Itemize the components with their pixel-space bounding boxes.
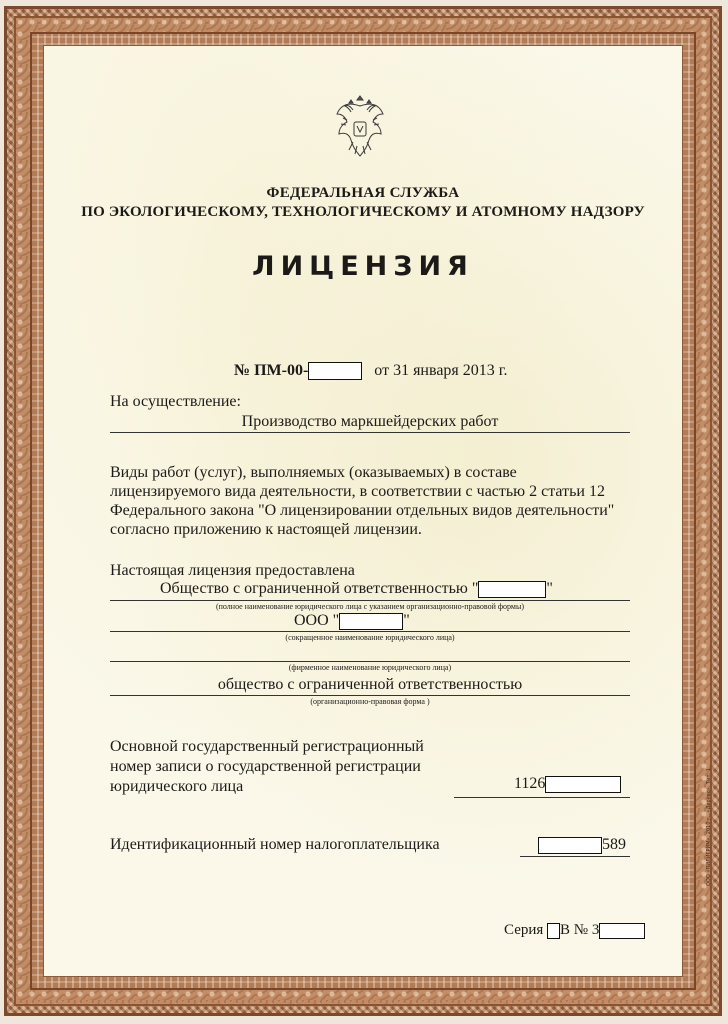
holder-full-name-suffix: " xyxy=(546,580,553,597)
holder-full-name-prefix: Общество с ограниченной ответственностью " xyxy=(160,580,479,597)
registration-underline xyxy=(454,797,630,798)
activity-underline xyxy=(110,432,630,433)
legal-form-caption: (организационно-правовая форма ) xyxy=(310,697,430,706)
brand-name-caption: (фирменное наименование юридического лица) xyxy=(288,663,452,672)
document-paper xyxy=(44,46,712,976)
redacted-form-number xyxy=(599,923,645,939)
series-middle: В xyxy=(560,922,571,938)
works-paragraph-line4: согласно приложению к настоящей лицензии. xyxy=(110,521,422,538)
series-number-label: № 3 xyxy=(573,922,600,938)
works-paragraph-line1: Виды работ (услуг), выполняемых (оказываемых) в составе xyxy=(110,464,517,481)
short-name-underline xyxy=(110,631,630,632)
registration-label-line3: юридического лица xyxy=(110,778,244,795)
agency-name-line1: ФЕДЕРАЛЬНАЯ СЛУЖБА xyxy=(266,185,460,201)
registration-label-line1: Основной государственный регистрационный xyxy=(110,738,424,755)
license-number-row xyxy=(234,362,508,380)
tax-number-suffix: 589 xyxy=(602,836,626,853)
tax-label: Идентификационный номер налогоплательщика xyxy=(110,836,440,853)
printer-imprint: ООО «ПИЛИГРИМ», 2010 г., «Дерево», Тип. 1 xyxy=(706,768,712,886)
holder-short-name-prefix: ООО " xyxy=(294,612,340,629)
full-name-underline xyxy=(110,600,630,601)
series-label: Серия xyxy=(504,922,544,938)
full-name-caption: (полное наименование юридического лица с указанием организационно-правовой формы) xyxy=(215,602,525,611)
license-date: от 31 января 2013 г. xyxy=(374,362,508,379)
works-paragraph-line2: лицензируемого вида деятельности, в соответствии с частью 2 статьи 12 xyxy=(110,483,605,500)
agency-name-line2: ПО ЭКОЛОГИЧЕСКОМУ, ТЕХНОЛОГИЧЕСКОМУ И АТОМНОМУ НАДЗОРУ xyxy=(81,204,645,220)
redacted-tax-number xyxy=(538,837,602,854)
redacted-registration-number xyxy=(545,776,621,793)
holder-short-name-suffix: " xyxy=(403,612,410,629)
holder-legal-form: общество с ограниченной ответственностью xyxy=(217,676,523,693)
legal-form-underline xyxy=(110,695,630,696)
activity-label: На осуществление: xyxy=(110,393,241,410)
redacted-license-number xyxy=(308,362,362,380)
activity-value: Производство маркшейдерских работ xyxy=(241,413,499,430)
document-title: ЛИЦЕНЗИЯ xyxy=(252,251,474,282)
works-paragraph-line3: Федерального закона "О лицензировании отдельных видов деятельности" xyxy=(110,502,615,519)
tax-underline xyxy=(520,856,630,857)
redacted-series xyxy=(547,923,560,939)
registration-number-prefix: 1126 xyxy=(514,775,546,792)
license-number-prefix: № ПМ-00- xyxy=(234,362,309,379)
registration-number xyxy=(514,775,621,793)
holder-label: Настоящая лицензия предоставлена xyxy=(110,562,355,579)
registration-label-line2: номер записи о государственной регистрации xyxy=(110,758,421,775)
brand-name-underline xyxy=(110,661,630,662)
redacted-short-name xyxy=(339,613,403,630)
holder-full-name xyxy=(160,580,553,598)
short-name-caption: (сокращенное наименование юридического лица) xyxy=(285,633,455,642)
tax-number xyxy=(538,836,626,854)
form-series-number xyxy=(504,922,645,939)
holder-short-name xyxy=(294,612,410,630)
coat-of-arms-icon xyxy=(331,92,389,162)
redacted-full-name xyxy=(478,581,546,598)
